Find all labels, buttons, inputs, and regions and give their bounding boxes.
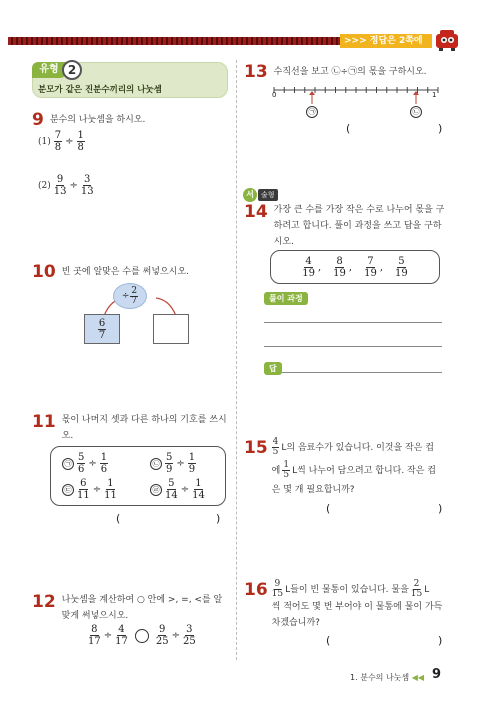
choice-mark: ㉠ [62,458,74,470]
fraction: $\frac{1}{14}$ [192,478,205,501]
fraction: $\frac{7}{8}$ [54,130,62,153]
question-text: 분수의 나눗셈을 하시오. [49,115,146,125]
operator: ÷ [65,136,74,147]
fraction: $\frac{2}{7}$ [131,285,138,306]
process-label: 풀이 과정 [264,292,308,305]
choice-c: ㉢ $\frac{6}{11}$ ÷ $\frac{1}{11}$ [62,478,117,501]
answer-paren-open: ( [346,122,351,135]
question-text: 차겠습니까? [271,618,320,628]
question-text: 씩 적어도 몇 번 부어야 이 물통에 물이 가득 [271,602,443,612]
mascot-icon [432,28,462,52]
problem-label: (2) [38,180,51,191]
tick-label-start: 0 [272,91,277,99]
chapter-footer [350,672,424,683]
answer-box[interactable] [153,314,189,344]
question-number: 13 [244,62,268,82]
choice-mark: ㉢ [62,484,74,496]
tick-label-end: 1 [432,91,437,99]
fraction: $\frac{2}{15}$ [410,579,423,599]
question-14 [244,202,444,250]
answer-line[interactable] [264,322,442,323]
problem-label: (1) [38,136,51,147]
question-text-line: 에 $\frac{1}{5}$ L씩 나누어 담으려고 합니다. 작은 컵 [271,460,437,480]
answer-line[interactable] [282,372,442,373]
question-text: 빈 곳에 알맞은 수를 써넣으시오. [61,267,189,277]
fraction: $\frac{4}{5}$ [272,437,279,457]
choice-b: ㉡ $\frac{5}{9}$ ÷ $\frac{1}{9}$ [150,452,196,475]
question-text: 시오. [273,237,294,247]
question-text: 하려고 합니다. 풀이 과정을 쓰고 답을 구하 [273,221,442,231]
operator: ÷ [103,630,113,641]
question-text: 수직선을 보고 ㉡÷㉠의 몫을 구하시오. [273,67,427,77]
fraction: $\frac{4}{17}$ [115,624,128,647]
operator-bubble [113,283,147,309]
question-number: 10 [32,262,56,282]
list-item: $\frac{4}{19}$ , [302,255,322,279]
question-text-line: $\frac{9}{15}$ L들이 빈 물통이 있습니다. 물을 $\frac{2}{15}$ L [271,579,430,599]
list-item: $\frac{8}{19}$ , [333,255,353,279]
question-text: 오. [61,431,74,441]
list-item: $\frac{5}{19}$ [395,255,408,279]
badge-icon: 서 [243,188,257,202]
fraction: $\frac{5}{9}$ [166,452,173,475]
answer-page-label: >>> 정답은 2쪽에 [340,34,432,48]
answer-paren-close: ) [216,512,221,525]
page-number: 9 [432,667,442,682]
mark-a: ㉠ [306,106,318,118]
question-10 [32,262,189,282]
question-number: 16 [244,580,268,600]
fraction: $\frac{9}{15}$ [271,579,284,599]
fraction: $\frac{8}{17}$ [88,624,101,647]
answer-blank[interactable] [334,634,436,648]
question-text: 가장 큰 수를 가장 작은 수로 나누어 몫을 구 [273,205,445,215]
operator: ÷ [69,180,78,191]
fraction: $\frac{3}{13}$ [80,174,94,197]
question-16 [244,580,442,631]
choice-a: ㉠ $\frac{5}{6}$ ÷ $\frac{1}{6}$ [62,452,108,475]
question-15 [244,438,436,498]
fraction: $\frac{1}{8}$ [77,130,84,153]
comparison-expression [88,624,196,647]
type-number: 2 [62,60,82,80]
question-number: 11 [32,412,56,432]
compare-circle[interactable] [135,629,149,643]
type-title: 분모가 같은 진분수끼리의 나눗셈 [38,85,162,95]
question-13 [244,62,427,82]
question-12 [32,592,222,624]
answer-paren-open: ( [326,634,331,647]
fraction: $\frac{5}{6}$ [78,452,85,475]
question-number: 14 [244,202,268,222]
type-tag: 유형 [32,62,66,78]
question-text: 몫이 나머지 셋과 다른 하나의 기호를 쓰시 [61,415,227,425]
answer-paren-close: ) [438,122,443,135]
fraction: $\frac{1}{5}$ [283,460,290,480]
answer-blank[interactable] [354,122,436,136]
fraction: $\frac{1}{6}$ [100,452,108,475]
operator: ÷ [121,291,130,301]
fraction: $\frac{9}{25}$ [155,624,169,647]
answer-line[interactable] [264,346,442,347]
question-text: 맞게 써넣으시오. [61,611,129,621]
question-9 [32,110,145,130]
mark-b: ㉡ [410,106,422,118]
arrows-icon: ◀◀ [411,673,424,682]
q9-problem-1 [38,130,85,153]
fraction: $\frac{1}{9}$ [188,452,196,475]
given-box [84,314,120,344]
question-text: 나눗셈을 계산하여 ○ 안에 >, =, <를 알 [61,595,223,605]
descriptive-badge [243,188,278,202]
answer-paren-open: ( [116,512,121,525]
answer-paren-close: ) [438,502,443,515]
question-number: 15 [244,438,268,458]
choice-d: ㉣ $\frac{5}{14}$ ÷ $\frac{1}{14}$ [150,478,205,501]
choice-mark: ㉣ [150,484,162,496]
question-text-line: $\frac{4}{5}$ L의 음료수가 있습니다. 이것을 작은 컵 [272,437,434,457]
fraction: $\frac{5}{14}$ [165,478,178,501]
answer-paren-open: ( [326,502,331,515]
column-divider [236,60,237,660]
fraction: $\frac{3}{25}$ [182,624,196,647]
answer-blank[interactable] [334,502,436,516]
question-number: 9 [32,110,44,130]
operator: ÷ [171,630,180,641]
answer-blank[interactable] [124,512,216,526]
q9-problem-2 [38,174,94,197]
fraction: $\frac{6}{7}$ [98,317,106,341]
fraction: $\frac{1}{11}$ [104,478,117,501]
fraction: $\frac{6}{11}$ [77,478,90,501]
number-line [268,84,448,124]
question-11 [32,412,227,444]
question-text: 은 몇 개 필요합니까? [271,485,355,495]
choice-mark: ㉡ [150,458,162,470]
answer-label: 답 [264,362,282,375]
chapter-title: 1. 분수의 나눗셈 [350,673,410,682]
badge-label: 술형 [258,189,278,201]
fraction: $\frac{9}{13}$ [53,174,67,197]
answer-paren-close: ) [438,634,443,647]
list-item: $\frac{7}{19}$ , [364,255,384,279]
question-number: 12 [32,592,56,612]
fraction-list-box [270,250,440,284]
